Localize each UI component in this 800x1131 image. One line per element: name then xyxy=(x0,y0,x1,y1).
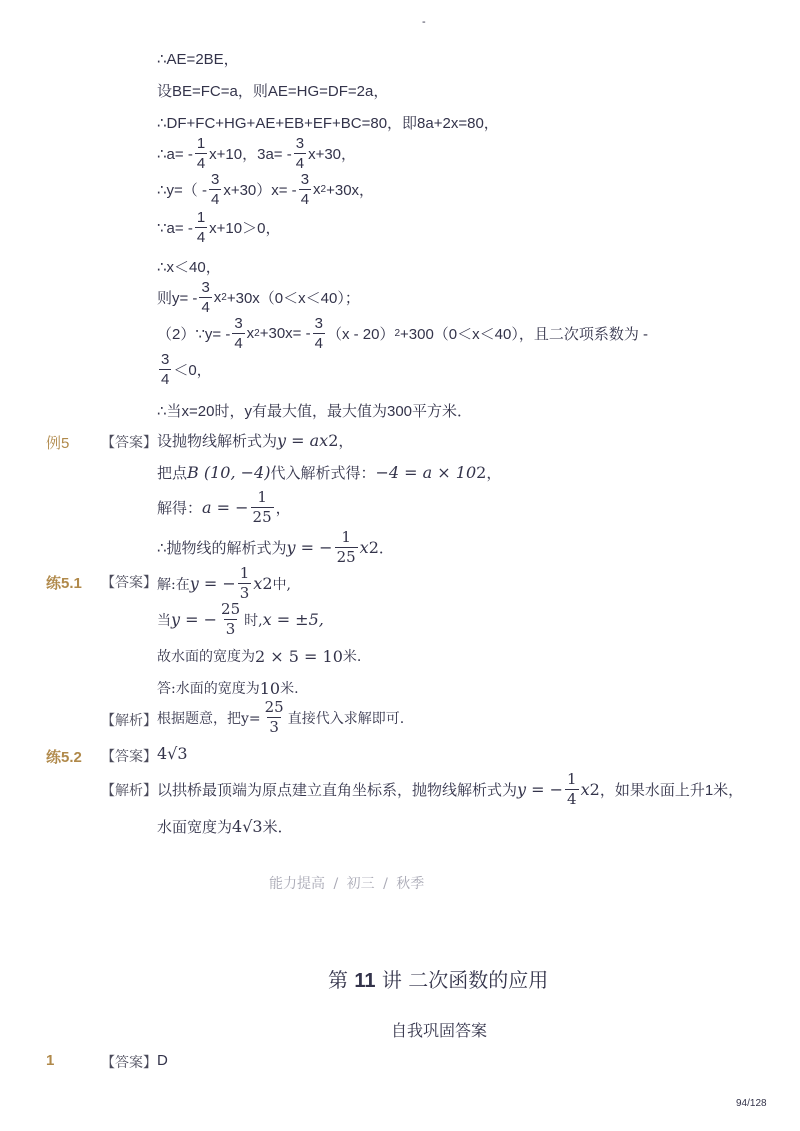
fraction: $\frac{3}{4}$ xyxy=(201,279,210,316)
ex52-answer: 4√3 xyxy=(157,744,188,763)
ex51-line-2: 当 y = − $\frac{25}{3}$ 时, x = ±5, xyxy=(157,600,324,638)
line-2: 设BE=FC=a，则AE=HG=DF=2a， xyxy=(157,83,389,100)
answer-tag: 【答案】 xyxy=(101,1054,157,1070)
answer-tag: 【答案】 xyxy=(101,574,157,590)
fraction: $\frac{1}{3}$ xyxy=(239,564,250,602)
ex52-analysis-2: 水面宽度为 4√3 米． xyxy=(157,817,293,836)
fraction: $\frac{25}{3}$ xyxy=(221,600,241,638)
fraction: $\frac{1}{4}$ xyxy=(196,209,206,246)
example-number: 例5 xyxy=(46,435,70,452)
ex51-analysis: 根据题意，把y= $\frac{25}{3}$ 直接代入求解即可. xyxy=(157,698,405,736)
fraction: $\frac{1}{4}$ xyxy=(196,135,206,172)
line-10: $\frac{3}{4}$ ＜0， xyxy=(161,351,212,388)
ex5-line-3: 解得： a = − $\frac{1}{25}$ ， xyxy=(157,488,291,526)
fraction: $\frac{3}{4}$ xyxy=(234,315,243,352)
ex51-line-3: 故水面的宽度为 2 × 5 = 10 米. xyxy=(157,646,362,666)
ex5-line-1: 设抛物线解析式为 y = ax 2 ， xyxy=(157,431,354,450)
line-1: ∴AE=2BE， xyxy=(157,51,239,68)
ex5-line-2: 把点 B (10, −4) 代入解析式得： −4 = a × 10 2 ， xyxy=(157,463,502,482)
line-8: 则y= - $\frac{3}{4}$ x 2 +30x（0＜x＜40）； xyxy=(157,279,360,316)
ex52-analysis-1: 以拱桥最顶端为原点建立直角坐标系，抛物线解析式为 y = − $\frac{1}{4}$ x 2 ，如果水面上升1米， xyxy=(157,770,744,808)
fraction: $\frac{3}{4}$ xyxy=(161,351,170,388)
top-mark: - xyxy=(422,16,426,28)
line-3: ∴DF+FC+HG+AE+EB+EF+BC=80，即8a+2x=80， xyxy=(157,115,499,132)
line-5: ∴y=（ - $\frac{3}{4}$ x+30）x= - $\frac{3}{4}$ x 2 +30x， xyxy=(157,171,375,208)
ex51-line-4: 答:水面的宽度为 10 米. xyxy=(157,678,299,698)
answer-tag: 【答案】 xyxy=(101,434,157,450)
line-9: （2）∵y= - $\frac{3}{4}$ x 2 +30x= - $\frac{3}{4}$ （x - 20） 2 +300（0＜x＜40），且二次项系数为 - xyxy=(157,315,648,352)
page-number: 94/128 xyxy=(736,1098,767,1109)
line-6: ∵a= - $\frac{1}{4}$ x+10＞0， xyxy=(157,209,281,246)
fraction: $\frac{3}{4}$ xyxy=(300,171,310,208)
question-answer: D xyxy=(157,1052,168,1069)
fraction: $\frac{1}{25}$ xyxy=(336,528,356,566)
fraction: $\frac{1}{25}$ xyxy=(252,488,272,526)
series-footer: 能力提高 / 初三 / 秋季 xyxy=(269,876,425,892)
analysis-tag: 【解析】 xyxy=(101,782,157,798)
section-subtitle: 自我巩固答案 xyxy=(391,1021,488,1040)
answer-tag: 【答案】 xyxy=(101,748,157,764)
line-4: ∴a= - $\frac{1}{4}$ x+10，3a= - $\frac{3}{4}$ x+30， xyxy=(157,135,357,172)
analysis-tag: 【解析】 xyxy=(101,712,157,728)
fraction: $\frac{1}{4}$ xyxy=(567,770,577,808)
fraction: $\frac{3}{4}$ xyxy=(295,135,305,172)
practice-number: 练5.1 xyxy=(46,575,82,592)
practice-number: 练5.2 xyxy=(46,749,82,766)
question-number: 1 xyxy=(46,1052,55,1069)
line-11: ∴当x=20时，y有最大值，最大值为300平方米． xyxy=(157,403,473,420)
fraction: $\frac{25}{3}$ xyxy=(264,698,284,736)
ex51-line-1: 解:在 y = − $\frac{1}{3}$ x 2 中, xyxy=(157,564,291,602)
line-7: ∴x＜40， xyxy=(157,259,221,276)
fraction: $\frac{3}{4}$ xyxy=(210,171,220,208)
ex5-line-4: ∴抛物线的解析式为 y = − $\frac{1}{25}$ x 2 ． xyxy=(157,528,394,566)
lesson-title: 第 11 讲 二次函数的应用 xyxy=(328,968,549,992)
fraction: $\frac{3}{4}$ xyxy=(314,315,323,352)
